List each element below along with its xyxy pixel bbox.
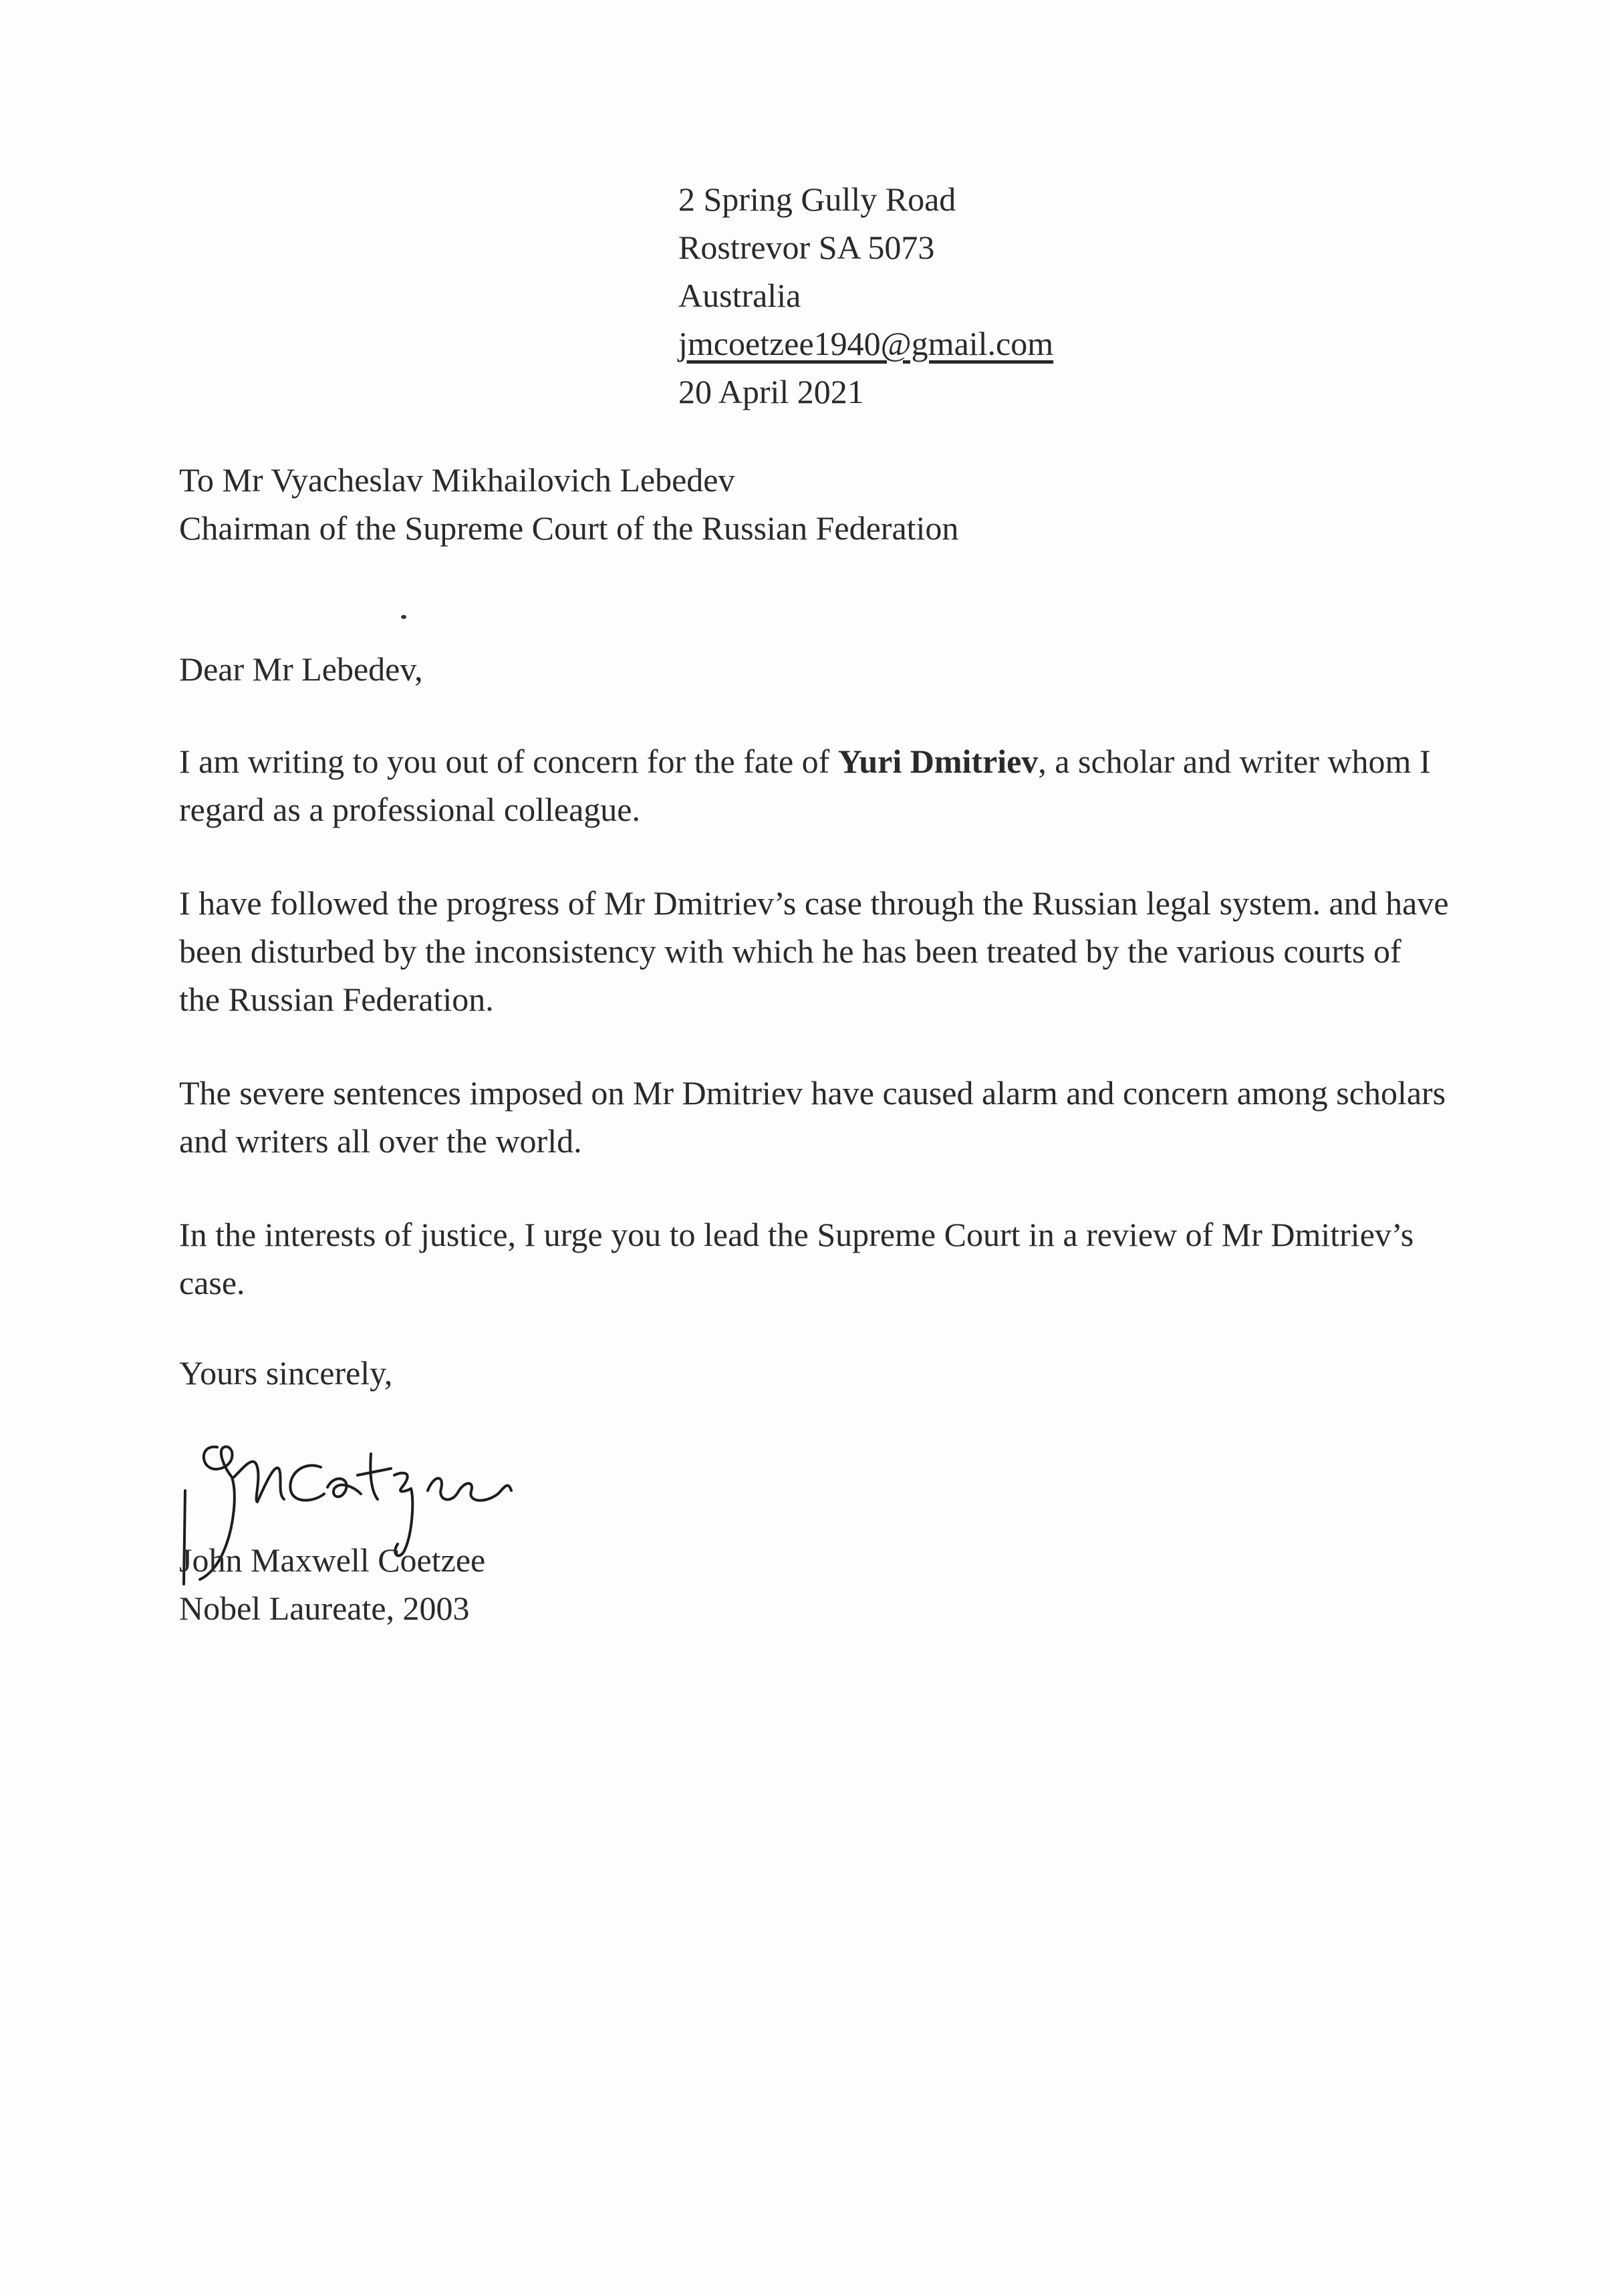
paragraph-1-text-start: I am writing to you out of concern for the fate of: [179, 743, 838, 780]
paragraph-1: [179, 737, 1449, 834]
letter-body: [179, 645, 1449, 1352]
paragraph-4: In the interests of justice, I urge you to lead the Supreme Court in a review of Mr Dmitriev’s case.: [179, 1216, 1414, 1301]
recipient-title: Chairman of the Supreme Court of the Russian Federation: [179, 509, 959, 547]
sender-country: Australia: [678, 277, 801, 314]
sender-city: Rostrevor SA 5073: [678, 229, 935, 266]
sender-street: 2 Spring Gully Road: [678, 180, 956, 218]
paragraph-1-bold-name: Yuri Dmitriev: [837, 743, 1039, 780]
sender-email-link[interactable]: jmcoetzee1940@gmail.com: [678, 325, 1054, 362]
recipient-block: [179, 456, 958, 552]
recipient-name: To Mr Vyacheslav Mikhailovich Lebedev: [179, 461, 735, 499]
letter-date: 20 April 2021: [678, 373, 864, 410]
salutation: Dear Mr Lebedev,: [179, 650, 423, 688]
sender-address-block: [678, 175, 1053, 416]
paragraph-3: The severe sentences imposed on Mr Dmitriev have caused alarm and concern among scholars and writers all over the world.: [179, 1074, 1446, 1160]
signoff-block: [179, 1536, 485, 1632]
closing: Yours sincerely,: [179, 1354, 393, 1392]
signatory-designation: Nobel Laureate, 2003: [179, 1589, 470, 1627]
signatory-name: John Maxwell Coetzee: [179, 1541, 486, 1579]
paragraph-2: I have followed the progress of Mr Dmitriev’s case through the Russian legal system. and have been disturbed by the inconsistency with which he has been treated by the various courts of the Russian Federation.: [179, 884, 1449, 1018]
paragraph-1-text-end: , a scholar and writer whom I regard as a professional colleague.: [179, 743, 1431, 828]
scan-speck: [401, 615, 406, 619]
